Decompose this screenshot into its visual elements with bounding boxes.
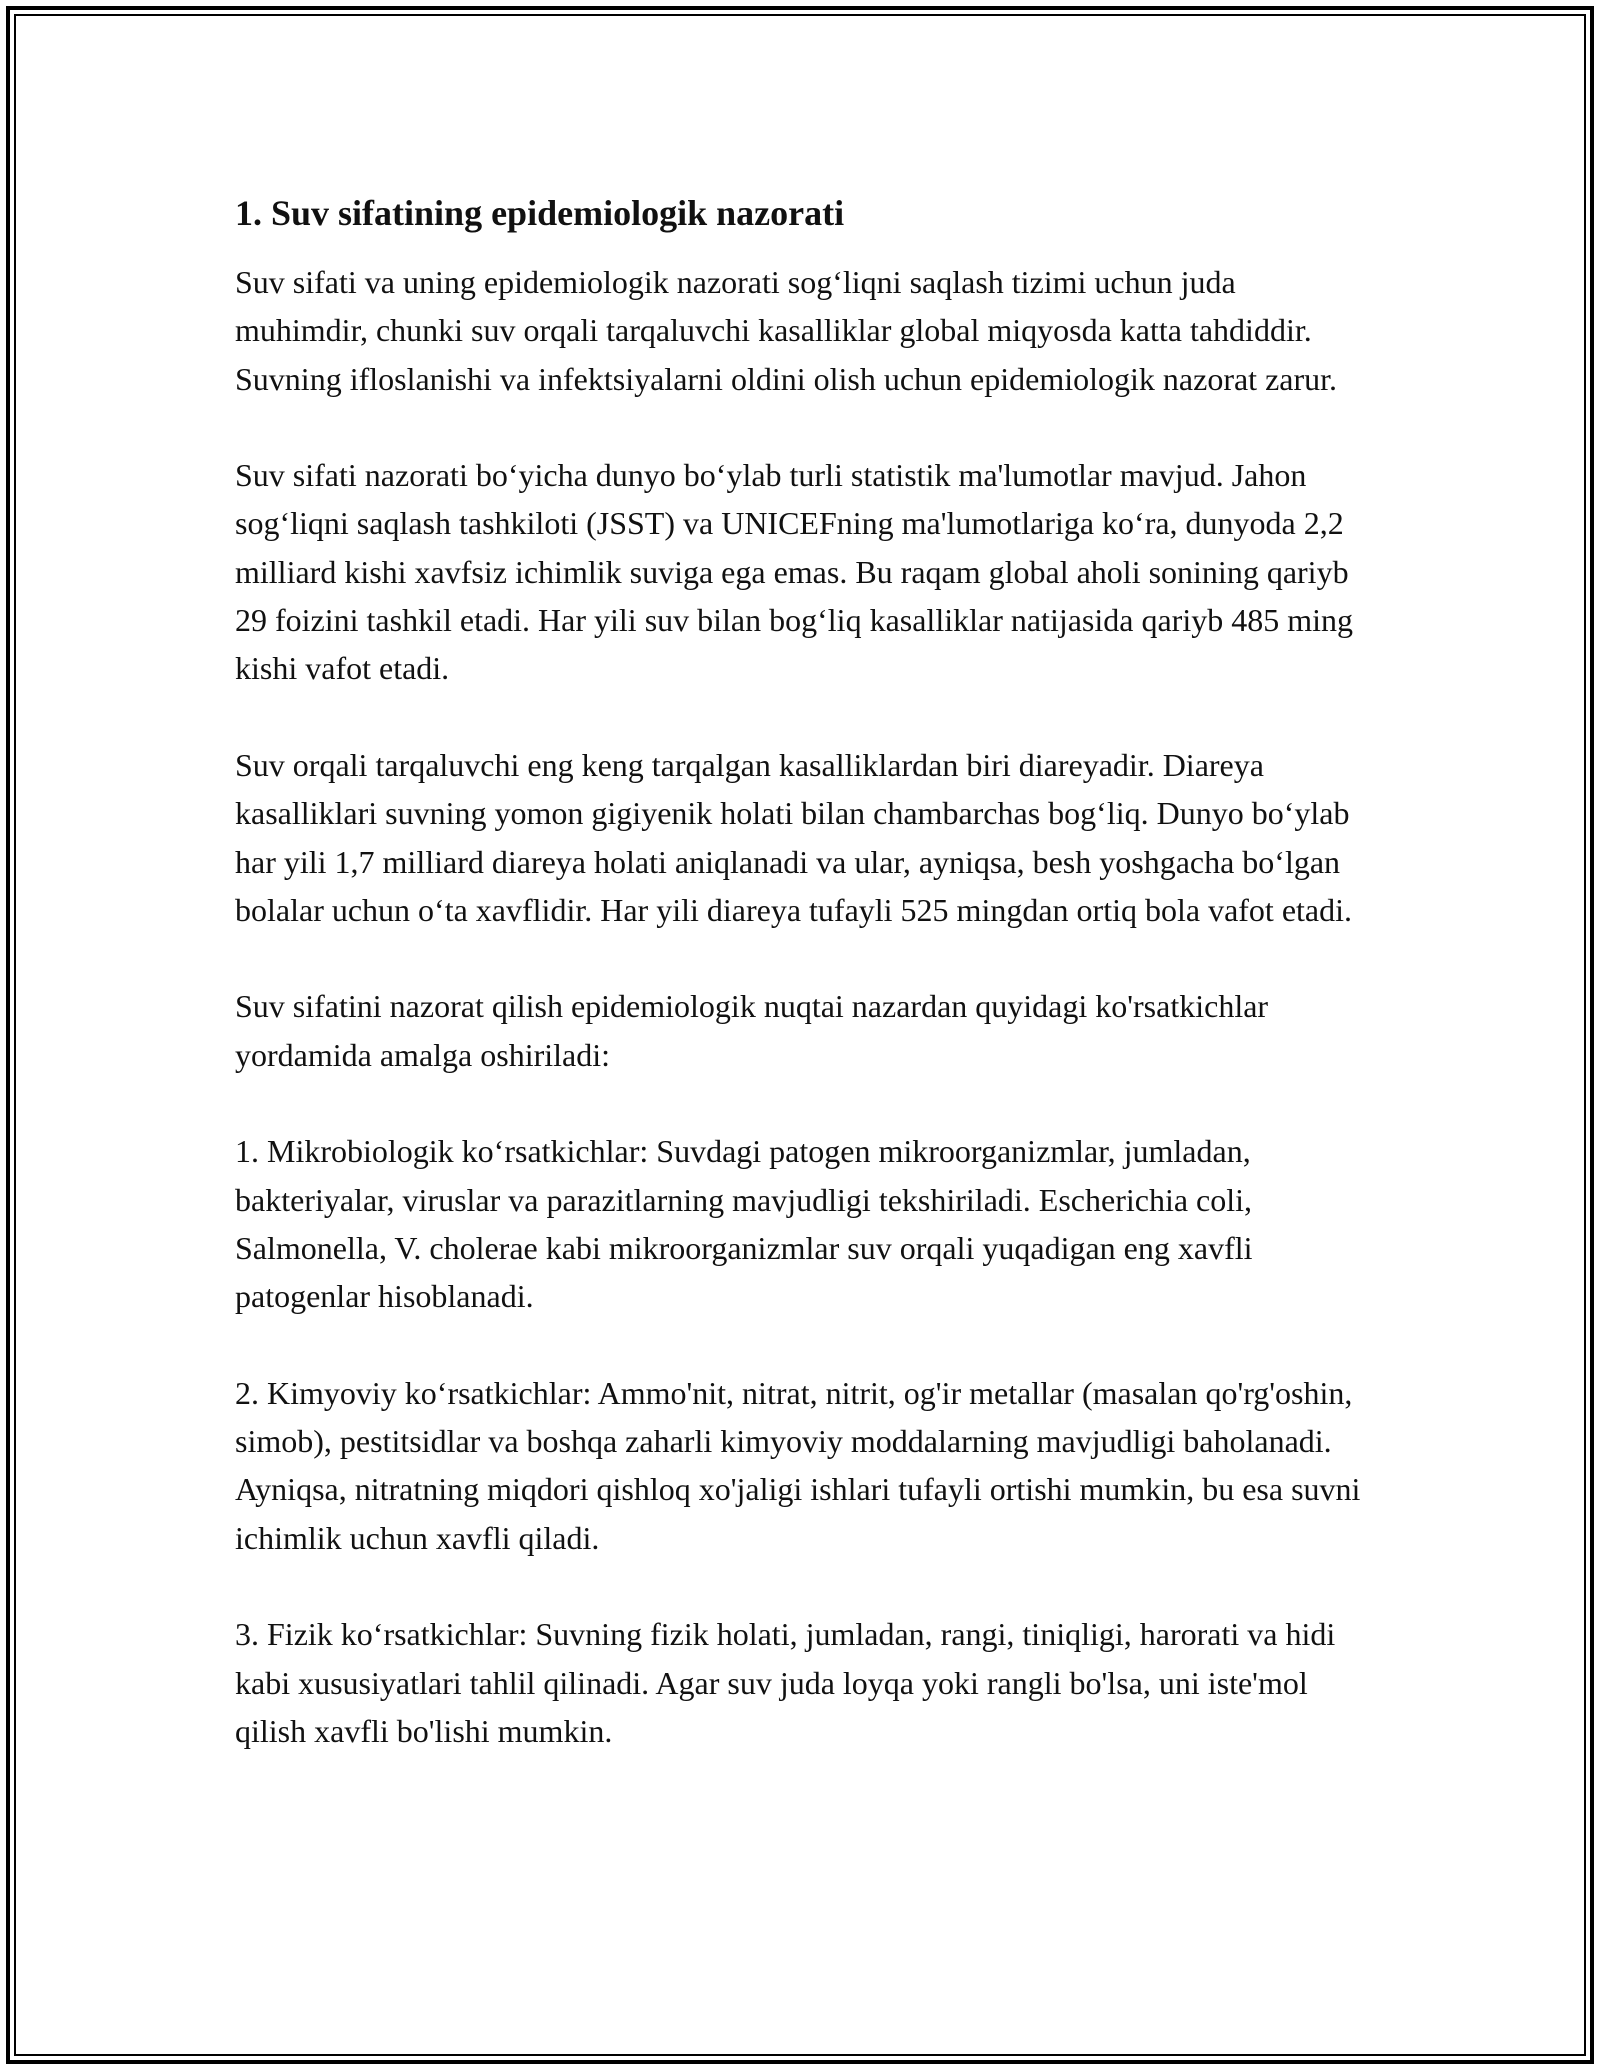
paragraph-indicators-intro: Suv sifatini nazorat qilish epidemiologik nuqtai nazardan quyidagi ko'rsatkichlar yordamida amalga oshiriladi: [235, 988, 1269, 1073]
paragraph-diarrhea: Suv orqali tarqaluvchi eng keng tarqalgan kasalliklardan biri diareyadir. Diareya kasalliklari suvning yomon gigiyenik holati bilan chambarchas bog‘liq. Dunyo bo‘ylab har yili 1,7 milliard diareya holati aniqlanadi va ular, ayniqsa, besh yoshgacha bo‘lgan bolalar uchun o‘ta xavflidir. Har yili diareya tufayli 525 mingdan ortiq bola vafot etadi. [235, 746, 1352, 928]
paragraph-statistics: Suv sifati nazorati bo‘yicha dunyo bo‘ylab turli statistik ma'lumotlar mavjud. Jahon sog‘liqni saqlash tashkiloti (JSST) va UNICEFning ma'lumotlariga ko‘ra, dunyoda 2,2 milliard kishi xavfsiz ichimlik suviga ega emas. Bu raqam global aholi sonining qariyb 29 foizini tashkil etadi. Har yili suv bilan bog‘liq kasalliklar natijasida qariyb 485 ming kishi vafot etadi. [235, 457, 1353, 687]
list-item-chemical: 2. Kimyoviy ko‘rsatkichlar: Ammo'nit, nitrat, nitrit, og'ir metallar (masalan qo'rg'oshin, simob), pestitsidlar va boshqa zaharli kimyoviy moddalarning mavjudligi baholanadi. Ayniqsa, nitratning miqdori qishloq xo'jaligi ishlari tufayli ortishi mumkin, bu esa suvni ichimlik uchun xavfli qiladi. [235, 1374, 1361, 1556]
list-item-physical: 3. Fizik ko‘rsatkichlar: Suvning fizik holati, jumladan, rangi, tiniqligi, harorati va hidi kabi xususiyatlari tahlil qilinadi. Agar suv juda loyqa yoki rangli bo'lsa, uni iste'mol qilish xavfli bo'lishi mumkin. [235, 1616, 1336, 1749]
paragraph-intro: Suv sifati va uning epidemiologik nazorati sog‘liqni saqlash tizimi uchun juda muhimdir, chunki suv orqali tarqaluvchi kasalliklar global miqyosda katta tahdiddir. Suvning ifloslanishi va infektsiyalarni oldini olish uchun epidemiologik nazorat zarur. [235, 264, 1338, 397]
list-item-microbiological: 1. Mikrobiologik ko‘rsatkichlar: Suvdagi patogen mikroorganizmlar, jumladan, bakteriyalar, viruslar va parazitlarning mavjudligi tekshiriladi. Escherichia coli, Salmonella, V. cholerae kabi mikroorganizmlar suv orqali yuqadigan eng xavfli patogenlar hisoblanadi. [235, 1133, 1253, 1315]
document-body [235, 188, 1375, 1804]
section-heading: 1. Suv sifatining epidemiologik nazorati [235, 193, 845, 233]
